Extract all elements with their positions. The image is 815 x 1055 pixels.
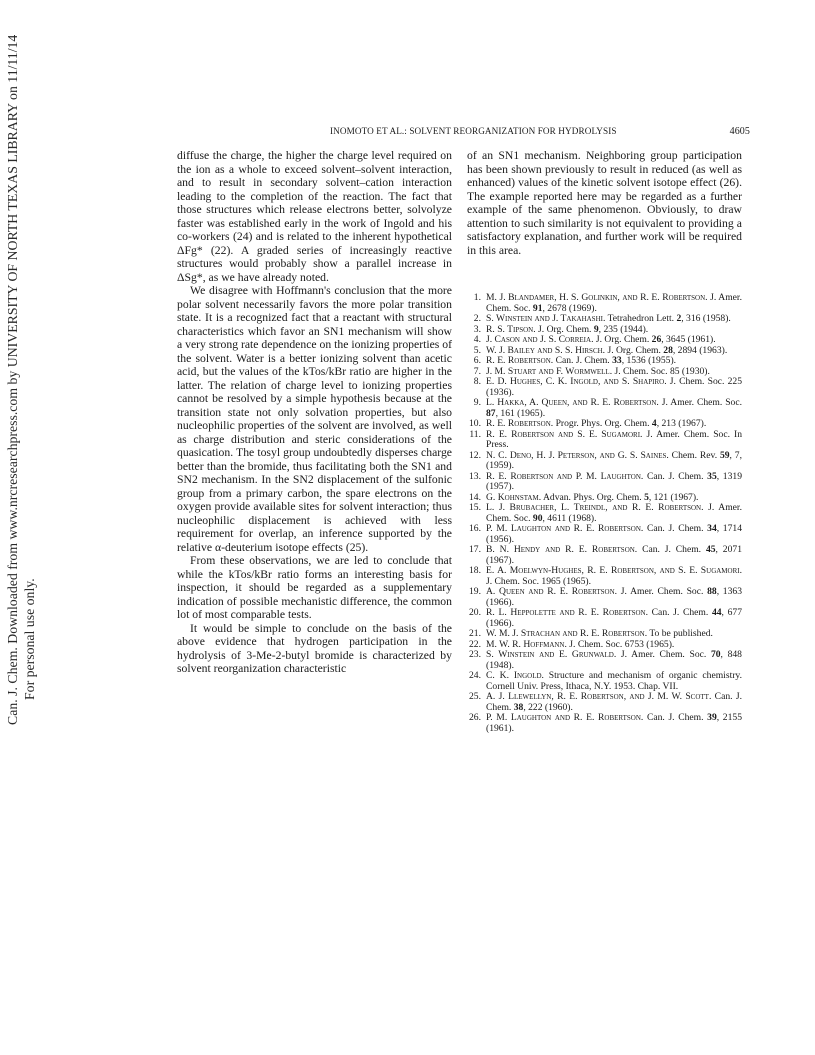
reference-number: 11. xyxy=(469,428,481,440)
reference-source: Can. J. Chem. xyxy=(648,607,712,618)
reference-volume: 2 xyxy=(676,313,682,324)
reference-volume: 91 xyxy=(532,302,543,314)
reference-item xyxy=(467,293,742,314)
reference-authors: R. L. Heppolette and R. E. Robertson. xyxy=(486,607,648,618)
page-header xyxy=(330,126,750,140)
reference-item xyxy=(467,377,742,398)
reference-source: J. Chem. Soc. 225 (1936). xyxy=(486,376,742,398)
reference-volume: 59 xyxy=(719,449,730,461)
reference-authors: S. Winstein and J. Takahashi. xyxy=(486,313,606,324)
reference-source: J. Amer. Chem. Soc. In Press. xyxy=(486,428,742,450)
reference-pages: , 7, (1959). xyxy=(486,449,742,471)
reference-source: Can. J. Chem. xyxy=(553,355,613,366)
reference-source: J. Amer. Chem. Soc. xyxy=(486,292,742,314)
reference-pages: , 235 (1944). xyxy=(598,323,649,335)
reference-volume: 70 xyxy=(710,649,721,660)
right-column xyxy=(467,149,742,257)
reference-pages: , 121 (1967). xyxy=(648,491,699,503)
reference-volume: 88 xyxy=(707,586,717,597)
reference-authors: M. J. Blandamer, H. S. Golinkin, and R. E. Robertson. xyxy=(486,292,708,303)
reference-source: Can. J. Chem. xyxy=(637,544,706,555)
reference-number: 19. xyxy=(469,586,481,597)
reference-pages: , 848 (1948). xyxy=(486,649,742,671)
reference-item xyxy=(467,472,742,493)
reference-source: J. Amer. Chem. Soc. xyxy=(658,397,742,408)
reference-number: 8. xyxy=(473,376,481,387)
running-head: INOMOTO ET AL.: SOLVENT REORGANIZATION FOR HYDROLYSIS xyxy=(330,126,617,136)
reference-number: 25. xyxy=(469,691,481,702)
reference-number: 6. xyxy=(473,355,481,366)
reference-volume: 39 xyxy=(707,712,717,723)
reference-item xyxy=(467,451,742,472)
reference-authors: L. Hakka, A. Queen, and R. E. Robertson. xyxy=(486,397,659,408)
reference-source: Tetrahedron Lett. xyxy=(605,313,677,324)
body-paragraph: We disagree with Hoffmann's conclusion that the more polar solvent necessarily favors the more polar transition state. It is a recognized fact that a reactant with structural characteristics which favor an SN1 mechanism will show a very strong rate dependence on the ionizing properties of the solvent. Water is a better ionizing solvent than acetic acid, but the values of the kTos/kBr ratio are higher in the latter. The relation of charge level to ionizing properties cannot be resolved by a simple hypothesis because at the transition state not only solvation properties, but also nucleophilic properties of the solvent are involved, as well as charge distribution and steric considerations of the quasication. The tosyl group undoubtedly disperses charge better than the bromide, thus facilitating both the SN1 and SN2 mechanism. In the SN2 displacement of the sulfonic group from a primary carbon, the spare electrons on the oxygen provide available sites for solvent interaction; thus nucleophilic displacement is achieved with less requirement for overlap, an inference supported by the relative α-deuterium isotope effects (25). xyxy=(177,284,452,554)
reference-authors: R. E. Robertson and S. E. Sugamori. xyxy=(486,428,643,440)
reference-authors: L. J. Brubacher, L. Treindl, and R. E. Robertson. xyxy=(486,502,704,513)
reference-source: J. Amer. Chem. Soc. xyxy=(617,586,708,597)
reference-authors: S. Winstein and E. Grunwald. xyxy=(486,649,617,660)
reference-number: 18. xyxy=(469,565,481,576)
reference-authors: R. E. Robertson. xyxy=(486,418,554,429)
reference-number: 3. xyxy=(473,323,481,335)
personal-use-notice: For personal use only. xyxy=(22,578,37,700)
reference-volume: 35 xyxy=(707,470,717,482)
reference-volume: 26 xyxy=(651,334,662,345)
reference-authors: M. W. R. Hoffmann. xyxy=(486,638,567,650)
reference-pages: , 2155 (1961). xyxy=(486,712,742,734)
reference-pages: , 2071 (1967). xyxy=(486,544,742,566)
reference-item xyxy=(467,671,742,692)
reference-item xyxy=(467,430,742,451)
reference-source: J. Amer. Chem. Soc. xyxy=(616,649,711,660)
reference-authors: N. C. Deno, H. J. Peterson, and G. S. Saines. xyxy=(486,449,669,461)
reference-number: 14. xyxy=(469,491,481,503)
reference-source: J. Chem. Soc. 1965 (1965). xyxy=(486,575,591,587)
reference-pages: , 2678 (1969). xyxy=(542,302,597,314)
reference-source: J. Org. Chem. xyxy=(593,334,652,345)
reference-authors: A. J. Llewellyn, R. E. Robertson, and J. M. W. Scott. xyxy=(486,691,712,702)
reference-pages: , 4611 (1968). xyxy=(542,512,597,524)
reference-volume: 33 xyxy=(612,355,622,366)
reference-source: J. Chem. Soc. xyxy=(612,365,670,377)
reference-source: Structure and mechanism of organic chemistry. Cornell Univ. Press, Ithaca, N.Y. 1953. Chap. VII. xyxy=(486,670,742,692)
reference-authors: R. S. Tipson. xyxy=(486,323,536,335)
reference-pages: 85 (1930). xyxy=(669,365,710,377)
reference-number: 13. xyxy=(469,470,481,482)
reference-item xyxy=(467,692,742,713)
reference-number: 26. xyxy=(469,712,481,723)
reference-pages: , 213 (1967). xyxy=(656,418,707,429)
reference-number: 20. xyxy=(469,607,481,618)
reference-number: 12. xyxy=(469,449,481,461)
body-paragraph: of an SN1 mechanism. Neighboring group participation has been shown previously to result in reduced (as well as enhanced) values of the kinetic solvent isotope effect (26). The example reported here may be regarded as a further example of the same phenomenon. Obviously, to draw attention to such similarity is not equivalent to providing a satisfactory explanation, and further work will be required in this area. xyxy=(467,149,742,257)
reference-source: J. Org. Chem. xyxy=(535,323,594,335)
reference-authors: W. M. J. Strachan and R. E. Robertson. xyxy=(486,628,648,639)
reference-number: 9. xyxy=(473,397,481,408)
reference-authors: J. M. Stuart and F. Wormwell. xyxy=(486,365,613,377)
reference-authors: C. K. Ingold. xyxy=(486,670,544,681)
reference-pages: , 316 (1958). xyxy=(681,313,731,324)
reference-item xyxy=(467,713,742,734)
reference-number: 2. xyxy=(473,313,481,324)
reference-volume: 28 xyxy=(663,344,673,356)
reference-authors: A. Queen and R. E. Robertson. xyxy=(486,586,618,597)
reference-volume: 90 xyxy=(532,512,543,524)
reference-source: Can. J. Chem. xyxy=(643,712,708,723)
left-column xyxy=(177,149,452,676)
reference-list xyxy=(467,293,742,734)
reference-item xyxy=(467,545,742,566)
reference-pages: , 1536 (1955). xyxy=(621,355,677,366)
reference-authors: J. Cason and J. S. Correia. xyxy=(486,334,594,345)
reference-source: Can. J. Chem. xyxy=(643,470,708,482)
page-number: 4605 xyxy=(729,126,750,137)
body-paragraph: From these observations, we are led to conclude that while the kTos/kBr ratio forms an interesting basis for inspection, it should be regarded as a supplementary indication of possible mechanistic difference, the common lot of most comparable tests. xyxy=(177,554,452,621)
reference-authors: G. Kohnstam. xyxy=(486,491,542,503)
reference-volume: 5 xyxy=(644,491,649,503)
reference-pages: , 1714 (1956). xyxy=(486,523,742,545)
reference-number: 24. xyxy=(469,670,481,681)
reference-source: J. Chem. Soc. 6753 (1965). xyxy=(566,638,675,650)
reference-volume: 87 xyxy=(486,407,496,419)
reference-item xyxy=(467,398,742,419)
reference-volume: 44 xyxy=(711,607,722,618)
reference-number: 17. xyxy=(469,544,481,555)
reference-authors: W. J. Bailey and S. S. Hirsch. xyxy=(486,344,606,356)
reference-number: 5. xyxy=(473,344,481,356)
reference-item xyxy=(467,566,742,587)
reference-number: 23. xyxy=(469,649,481,660)
reference-authors: R. E. Robertson. xyxy=(486,355,554,366)
reference-source: To be published. xyxy=(647,628,713,639)
reference-number: 7. xyxy=(473,365,481,377)
reference-authors: B. N. Hendy and R. E. Robertson. xyxy=(486,544,638,555)
reference-volume: 38 xyxy=(513,701,524,713)
reference-number: 16. xyxy=(469,523,481,534)
reference-pages: , 222 (1960). xyxy=(523,701,573,713)
reference-authors: E. D. Hughes, C. K. Ingold, and S. Shapiro. xyxy=(486,376,667,387)
reference-source: Can. J. Chem. xyxy=(486,691,742,713)
reference-source: J. Amer. Chem. Soc. xyxy=(486,502,742,524)
reference-volume: 45 xyxy=(705,544,716,555)
reference-pages: , 2894 (1963). xyxy=(672,344,728,356)
reference-number: 4. xyxy=(473,334,481,345)
reference-item xyxy=(467,587,742,608)
reference-volume: 34 xyxy=(707,523,717,534)
reference-pages: , 161 (1965). xyxy=(495,407,546,419)
reference-number: 22. xyxy=(469,638,481,650)
reference-volume: 9 xyxy=(593,323,599,335)
reference-item xyxy=(467,524,742,545)
reference-pages: , 1319 (1957). xyxy=(486,470,742,492)
download-watermark xyxy=(4,34,38,725)
reference-source: Progr. Phys. Org. Chem. xyxy=(553,418,652,429)
reference-item xyxy=(467,503,742,524)
reference-item xyxy=(467,608,742,629)
reference-source: Advan. Phys. Org. Chem. xyxy=(541,491,645,503)
reference-item xyxy=(467,650,742,671)
reference-authors: P. M. Laughton and R. E. Robertson. xyxy=(486,712,644,723)
reference-number: 21. xyxy=(469,628,481,639)
download-notice: Can. J. Chem. Downloaded from www.nrcresearchpress.com by UNIVERSITY OF NORTH TEXAS LIBRARY on 11/11/14 xyxy=(5,34,20,725)
body-paragraph: It would be simple to conclude on the basis of the above evidence that hydrogen participation in the hydrolysis of 3-Me-2-butyl bromide is characterized by solvent reorganization characteristic xyxy=(177,621,452,675)
reference-source: J. Org. Chem. xyxy=(605,344,664,356)
reference-authors: P. M. Laughton and R. E. Robertson. xyxy=(486,523,644,534)
reference-pages: , 677 (1966). xyxy=(486,607,742,629)
reference-pages: , 3645 (1961). xyxy=(661,334,716,345)
reference-number: 15. xyxy=(469,502,481,513)
reference-authors: E. A. Moelwyn-Hughes, R. E. Robertson, and S. E. Sugamori. xyxy=(486,565,742,576)
reference-source: Can. J. Chem. xyxy=(643,523,708,534)
reference-volume: 4 xyxy=(651,418,657,429)
body-paragraph: diffuse the charge, the higher the charge level required on the ion as a whole to exceed solvent–solvent interaction, and to result in secondary solvent–cation interaction leading to the completion of the reaction. The fact that those structures which release electrons better, solvolyze faster was established early in the work of Ingold and his co-workers (24) and is related to the inherent hypothetical ΔFg* (22). A graded series of increasingly reactive structures would probably show a parallel increase in ΔSg*, as we have already noted. xyxy=(177,149,452,284)
reference-authors: R. E. Robertson and P. M. Laughton. xyxy=(486,470,644,482)
reference-source: Chem. Rev. xyxy=(668,449,720,461)
reference-number: 10. xyxy=(469,418,481,429)
reference-number: 1. xyxy=(473,292,481,303)
reference-pages: , 1363 (1966). xyxy=(486,586,742,608)
